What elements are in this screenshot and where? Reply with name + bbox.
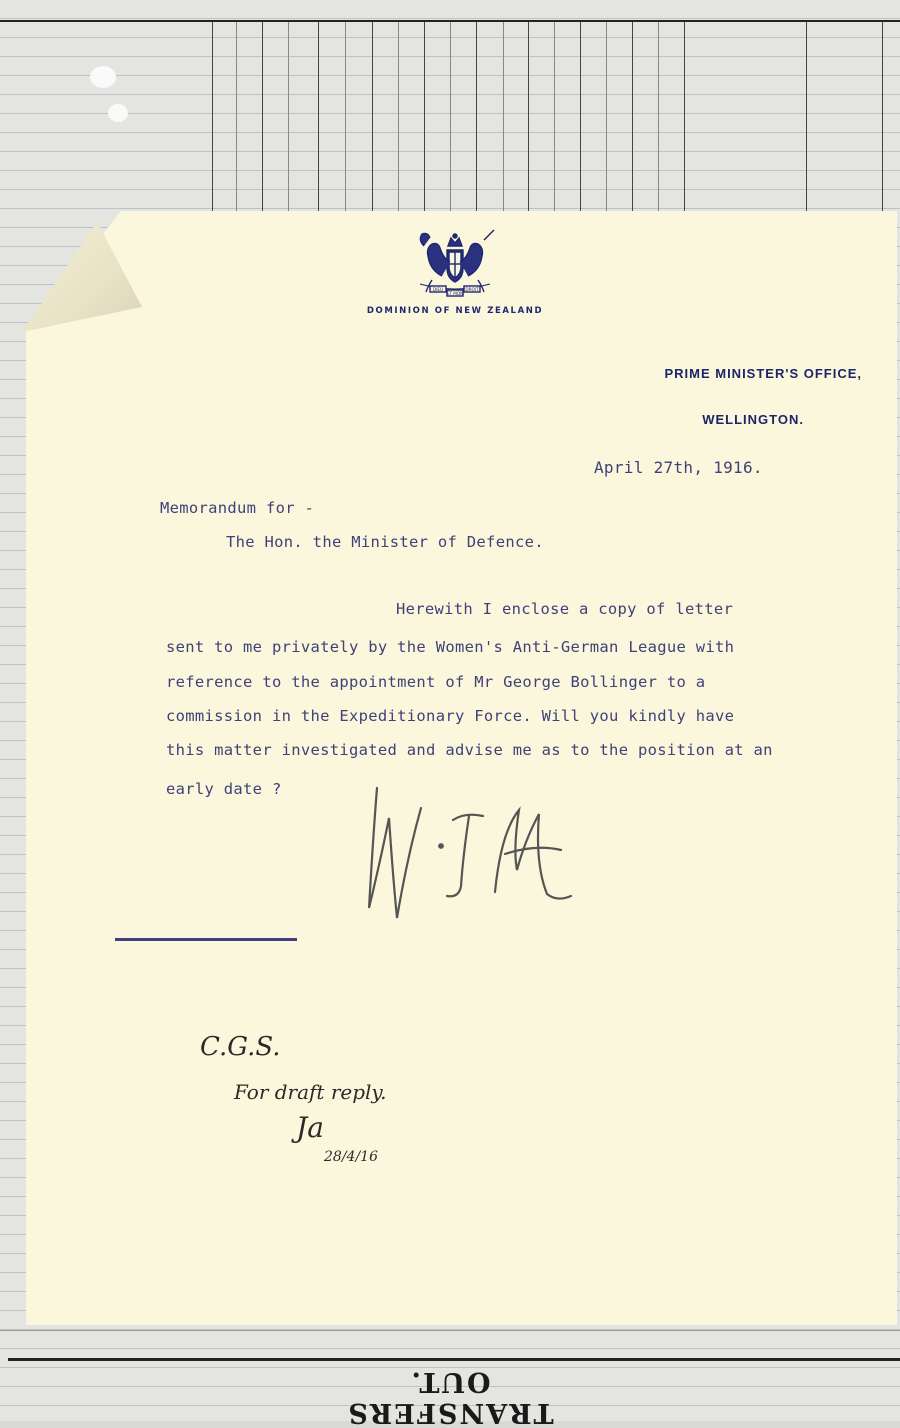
royal-coat-of-arms-icon xyxy=(402,228,507,298)
signature-rule xyxy=(115,938,297,941)
annotation-draft-reply: For draft reply. xyxy=(234,1080,387,1104)
motto-right: DROIT xyxy=(465,287,479,292)
ledger-bottom-rule xyxy=(8,1358,900,1361)
letterhead-city: WELLINGTON. xyxy=(702,412,804,427)
annotation-date: 28/4/16 xyxy=(324,1149,378,1165)
ledger-column-rule xyxy=(806,22,807,222)
body-line: reference to the appointment of Mr George Bollinger to a xyxy=(166,673,706,691)
ledger-column-rule xyxy=(345,22,346,222)
ledger-footer-title: TRANSFERS OUT. xyxy=(346,1366,554,1428)
ledger-column-rule xyxy=(450,22,451,222)
ledger-column-rule xyxy=(554,22,555,222)
letter-date: April 27th, 1916. xyxy=(594,458,763,477)
memo-addressee: The Hon. the Minister of Defence. xyxy=(226,533,544,551)
body-line: Herewith I enclose a copy of letter xyxy=(396,600,734,618)
handwritten-annotation xyxy=(190,1015,450,1175)
ledger-column-rule xyxy=(318,22,319,222)
ledger-column-rule xyxy=(528,22,529,222)
memo-heading: Memorandum for - xyxy=(160,499,315,517)
ledger-column-rule xyxy=(882,22,883,222)
ledger-column-rule xyxy=(288,22,289,222)
body-line: sent to me privately by the Women's Anti-German League with xyxy=(166,638,735,656)
annotation-initials: Ja xyxy=(296,1111,324,1144)
ledger-column-rule xyxy=(503,22,504,222)
ledger-column-rule xyxy=(580,22,581,222)
letterhead-office: PRIME MINISTER'S OFFICE, xyxy=(664,366,862,381)
ledger-column-rule xyxy=(606,22,607,222)
ledger-column-rule xyxy=(684,22,685,222)
ledger-column-rule xyxy=(658,22,659,222)
motto-center: ET MON xyxy=(446,291,464,296)
ledger-column-rule xyxy=(632,22,633,222)
letterhead-dominion: DOMINION OF NEW ZEALAND xyxy=(366,306,544,316)
body-line: commission in the Expeditionary Force. Will you kindly have xyxy=(166,707,735,725)
ledger-column-rule xyxy=(262,22,263,222)
body-line: this matter investigated and advise me as to the position at an xyxy=(166,741,773,759)
handwritten-signature xyxy=(345,780,585,920)
body-line: early date ? xyxy=(166,780,282,798)
ledger-column-rule xyxy=(236,22,237,222)
annotation-cgs: C.G.S. xyxy=(200,1032,281,1062)
punch-hole xyxy=(90,66,116,88)
motto-left: DIEU xyxy=(432,287,444,292)
ledger-column-rule xyxy=(476,22,477,222)
ledger-column-rule xyxy=(372,22,373,222)
ledger-rule xyxy=(0,1330,900,1331)
punch-hole xyxy=(108,104,128,122)
ledger-column-rule xyxy=(424,22,425,222)
ledger-column-rule xyxy=(398,22,399,222)
ledger-column-rule xyxy=(212,22,213,222)
